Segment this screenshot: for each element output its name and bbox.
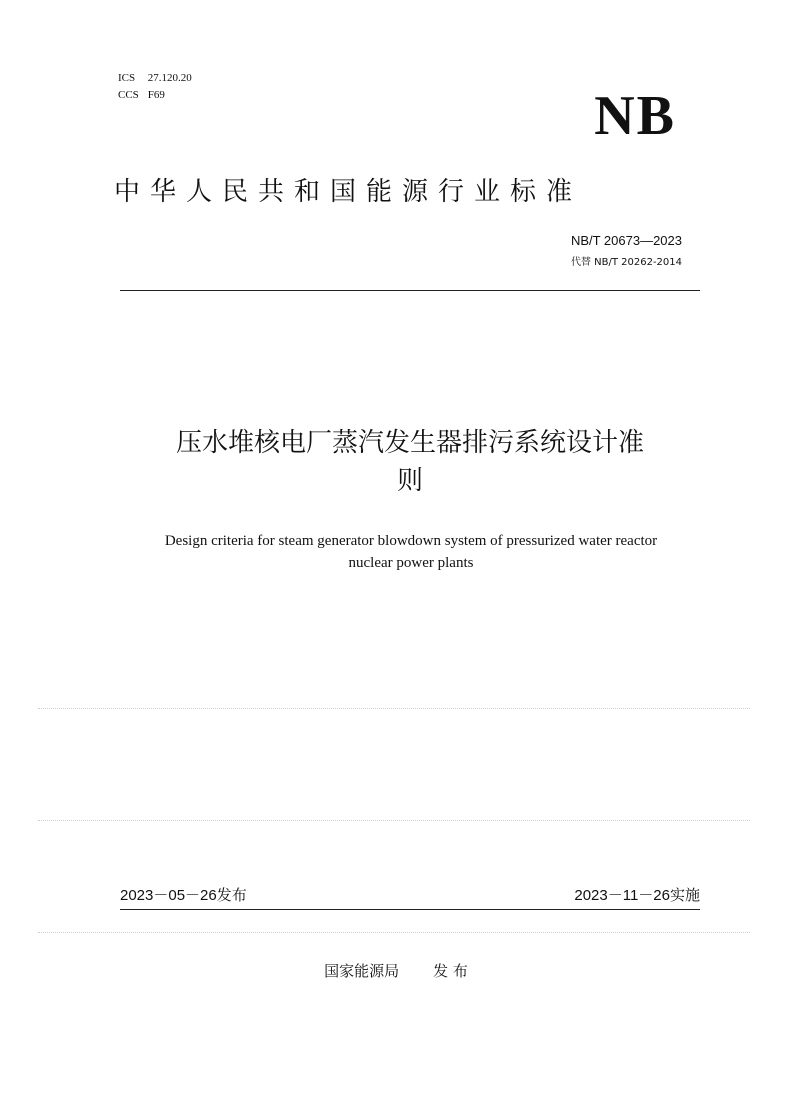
title-english-line-2: nuclear power plants	[348, 555, 474, 571]
title-english-line-1: Design criteria for steam generator blowdown system of pressurized water reactor	[164, 533, 658, 549]
faint-dotted-rule	[38, 820, 750, 821]
ics-label: ICS	[118, 72, 136, 84]
faint-dotted-rule	[38, 932, 750, 933]
replaced-standard: 代替 NB/T 20262-2014	[570, 257, 682, 268]
ccs-label: CCS	[118, 89, 139, 101]
top-divider	[120, 290, 700, 291]
faint-dotted-rule	[38, 708, 750, 709]
document-title-chinese	[110, 424, 710, 500]
classification-codes	[118, 70, 192, 104]
nb-logo: NB	[594, 85, 676, 147]
ics-value: 27.120.20	[147, 72, 192, 84]
title-chinese-line-2: 则	[396, 466, 423, 496]
industry-standard-title: 中华人民共和国能源行业标准	[114, 177, 583, 207]
document-title-english	[96, 530, 726, 574]
ics-row	[118, 70, 192, 87]
ccs-row	[118, 87, 192, 104]
issuer-organization: 国家能源局	[324, 962, 400, 980]
ccs-value: F69	[147, 89, 165, 101]
standard-number: NB/T 20673—2023	[570, 233, 682, 248]
effective-date: 2023－11－26实施	[574, 887, 700, 904]
issuer-line	[0, 960, 792, 982]
title-chinese-line-1: 压水堆核电厂蒸汽发生器排污系统设计准	[175, 428, 644, 458]
issuer-action: 发 布	[433, 962, 468, 980]
bottom-divider	[120, 909, 700, 910]
publish-date: 2023－05－26发布	[120, 887, 247, 904]
